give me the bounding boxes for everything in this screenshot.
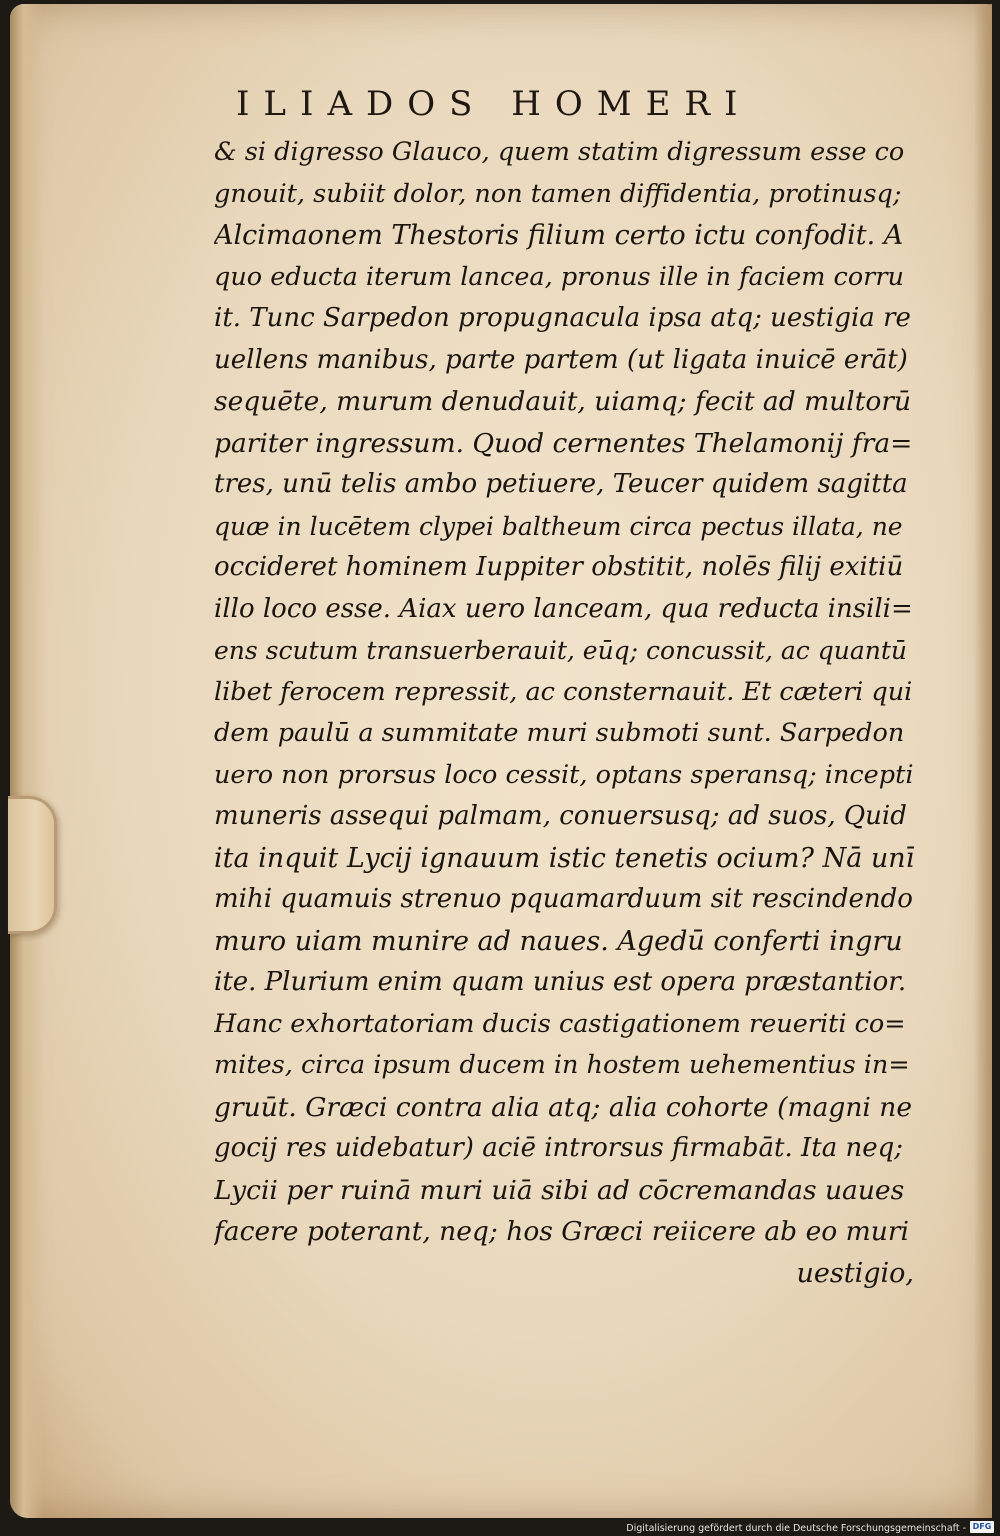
text-line: uero non prorsus loco cessit, optans speransq; incepti (214, 759, 914, 790)
dfg-logo: DFG (970, 1521, 994, 1533)
text-line: occideret hominem Iuppiter obstitit, nolēs filij exitiū (214, 552, 904, 582)
text-line: sequēte, murum denudauit, uiamq; fecit ad multorū (214, 386, 912, 417)
text-line: quæ in lucētem clypei baltheum circa pectus illata, ne (214, 511, 903, 541)
text-line: facere poterant, neq; hos Græci reiicere ab eo muri (214, 1216, 909, 1247)
text-line: uellens manibus, parte partem (ut ligata inuicē erāt) (214, 344, 908, 375)
text-line: mihi quamuis strenuo pquamarduum sit rescindendo (214, 884, 913, 914)
text-line: ita inquit Lycij ignauum istic tenetis ocium? Nā unī (214, 842, 914, 874)
footer-bar (0, 1518, 1000, 1536)
text-line: tres, unū telis ambo petiuere, Teucer quidem sagitta (214, 469, 908, 499)
binding-clasp (8, 796, 57, 934)
text-line: Alcimaonem Thestoris filium certo ictu confodit. A (214, 220, 904, 251)
text-line: muneris assequi palmam, conuersusq; ad suos, Quid (214, 801, 907, 831)
text-line: ens scutum transuerberauit, eūq; concussit, ac quantū (214, 636, 908, 665)
text-line: libet ferocem repressit, ac consternauit. Et cæteri qui (214, 676, 913, 707)
text-line: dem paulū a summitate muri submoti sunt. Sarpedon (214, 718, 905, 748)
digitization-credit: Digitalisierung gefördert durch die Deutsche Forschungsgemeinschaft - (626, 1523, 966, 1534)
text-line: Lycii per ruinā muri uiā sibi ad cōcremandas uaues (214, 1174, 905, 1206)
body-text (214, 132, 914, 1294)
running-head: ILIADOS HOMERI (236, 84, 752, 124)
page-gutter-edge (10, 4, 44, 1518)
text-line: pariter ingressum. Quod cernentes Thelamonij fra= (214, 427, 913, 459)
text-line: quo educta iterum lancea, pronus ille in faciem corru (214, 261, 904, 292)
text-line: Hanc exhortatoriam ducis castigationem reueriti co= (214, 1008, 906, 1039)
catchword: uestigio, (796, 1257, 914, 1289)
text-line: mites, circa ipsum ducem in hostem uehementius in= (214, 1050, 910, 1080)
text-line: gruūt. Græci contra alia atq; alia cohorte (magni ne (214, 1091, 913, 1123)
text-line: it. Tunc Sarpedon propugnacula ipsa atq; uestigia re (214, 303, 911, 333)
text-line: ite. Plurium enim quam unius est opera præstantior. (214, 967, 907, 997)
page-fore-edge (974, 4, 992, 1518)
text-line: illo loco esse. Aiax uero lanceam, qua reducta insili= (214, 593, 913, 624)
text-line: gocij res uidebatur) aciē introrsus firmabāt. Ita neq; (214, 1133, 903, 1163)
text-line: & si digresso Glauco, quem statim digressum esse co (214, 137, 905, 167)
text-line: gnouit, subiit dolor, non tamen diffidentia, protinusq; (214, 178, 902, 209)
text-line: muro uiam munire ad naues. Agedū conferti ingru (214, 925, 903, 957)
